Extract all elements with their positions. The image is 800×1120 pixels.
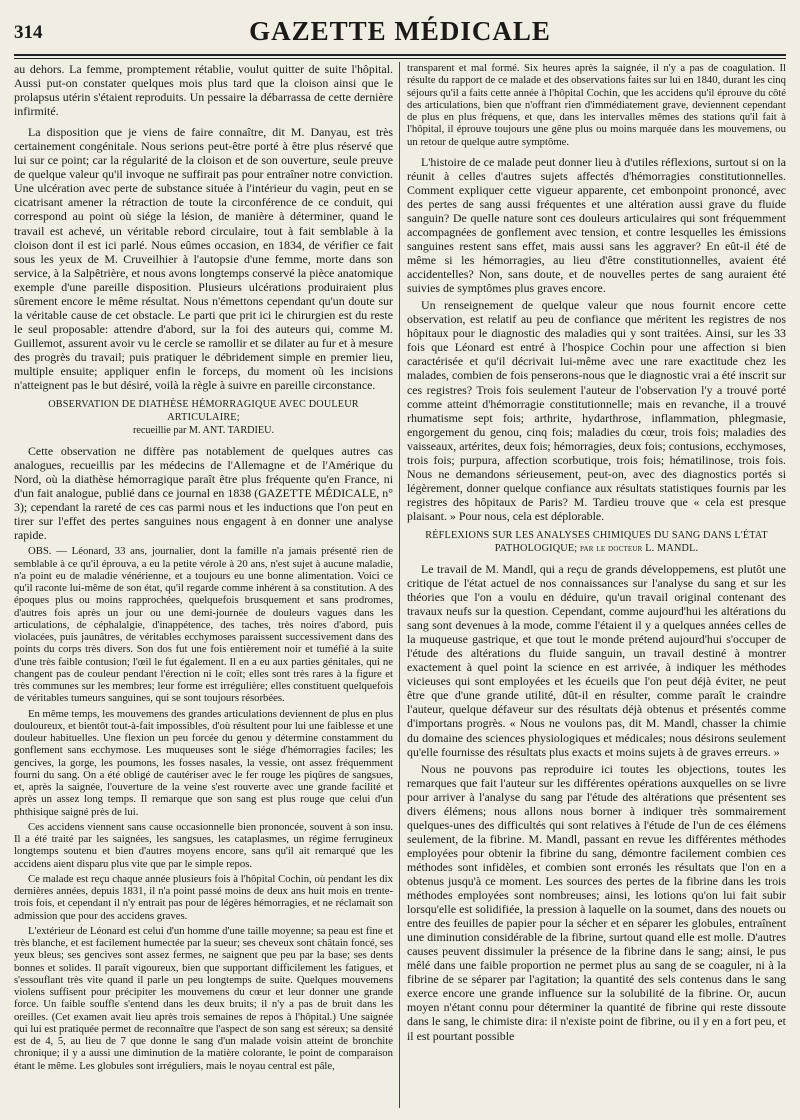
section-heading: RÉFLEXIONS SUR LES ANALYSES CHIMIQUES DU SANG DANS L'ÉTAT PATHOLOGIQUE; par le docteur L. MANDL. (425, 529, 768, 554)
header-rule (14, 54, 786, 56)
right-column (407, 62, 786, 1112)
header-rule-thin (14, 58, 786, 59)
paragraph: Cette observation ne diffère pas notablement de quelques autres cas analogues, recueillis par les médecins de l'Allemagne et de l'Amérique du Nord, où la diathèse hémorragique paraît être plus fréquente qu'en France, ni d'un fait analogue, publié dans ce journal en 1838 (GAZETTE MÉDICALE, n° 3); cependant la rareté de ces cas parmi nous et les inductions que l'on peut en tirer sur l'effet des pertes sanguines nous engagent à en donner une analyse rapide. (14, 444, 393, 543)
section-title (14, 398, 393, 437)
column-divider (399, 62, 400, 1108)
paragraph: L'extérieur de Léonard est celui d'un homme d'une taille moyenne; sa peau est fine et très blanche, et est facilement humectée par la sueur; ses cheveux sont châtain foncé, ses yeux bleus; ses gencives sont assez fermes, ne saignent que peu par la base; ses dents bonnes et solides. Il paraît vigoureux, bien que supportant difficilement les fatigues, et s'essouflant très vite quand il parle un peu longtemps de suite. Quelques mouvemens violens suffisent pour précipiter les mouvemens du cœur et leur donner une grande force. Un faible souffle s'entend dans les deux bruits; il n'y a pas de bruit dans les oreilles. (Cet examen avait lieu après trois semaines de repos à l'hôpital.) Une saignée qui lui est pratiquée permet de reconnaître que l'aspect de son sang est séreux; sa densité est de 4, 5, au lieu de 7 que donne le sang d'un malade voisin atteint de bronchite chronique; il y a aussi une diminution de la matière colorante, le point de comparaison étant le même. Les globules sont irréguliers, mais le noyau central est pâle, (14, 924, 393, 1072)
left-column (14, 62, 393, 1112)
paragraph: Nous ne pouvons pas reproduire ici toutes les objections, toutes les remarques que fait l'auteur sur les différentes opérations auxquelles on se livre pour arriver à l'analyse du sang par l'étude des altérations que présentent ses divers élémens; nous allons nous borner à indiquer très sommairement quelques-unes des difficultés qui sont relatives à l'étude de l'un de ces élémens seulement, de la fibrine. M. Mandl, passant en revue les différentes méthodes employées pour obtenir la fibrine du sang, démontre facilement combien ces méthodes sont infidèles, et combien sont erronés les résultats que l'on en a obtenus jusqu'à ce moment. Les sources des pertes de la fibrine dans les trois méthodes employées sont nombreuses; ainsi, les lotions qu'on lui fait subir lorsqu'elle est solidifiée, la pression à laquelle on la soumet, dans des nouets ou entre des feuilles de papier pour la sécher et en séparer les globules, entraînent une diminution considérable de la fibrine, surtout quand elle est molle. D'autres causes peuvent dissimuler la présence de la fibrine dans le sang; ainsi, le pus mêlé dans une faible proportion ne permet plus au sang de se coaguler, ni à la fibrine de se séparer par l'agitation; la quantité des sels contenus dans le sang exerce encore une grande influence sur la solubilité de la fibrine. Or, aucun moyen n'étant connu pour déterminer la quantité de fibrine qui reste dissoute dans le sang, le chimiste dira: il n'existe point de fibrine, ou il y en a fort peu, et il est pourtant possible (407, 761, 786, 1043)
paragraph: Un renseignement de quelque valeur que nous fournit encore cette observation, est relatif au peu de confiance que méritent les registres de nos hôpitaux pour le diagnostic des maladies qui y sont traitées. Ainsi, sur les 33 fois que Léonard est entré à l'hospice Cochin pour une affection si bien caractérisée et qu'il décrivait lui-même avec une rare exactitude chez les malades, combien de fois penserons-nous que le diagnostic vrai a été inscrit sur ces registres? Trois fois seulement l'auteur de l'observation l'y a trouvé porté comme atteint d'hémorragie constitutionnelle; mais en revanche, il a trouvé rhumatisme sept fois; arthrite, hydarthrose, inflammation, phlegmasie, engorgement du genou, cinq fois; maladies du cœur, trois fois; maladies des vaisseaux, artérites, deux fois; hémorragies, deux fois; contusions, ecchymoses, trois fois; purpura, affection scorbutique, trois fois; hématilinose, trois fois. Nous ne demandons sérieusement, peut-on, avec des diagnostics portés si légèrement, donner quelque confiance aux résultats statistiques fournis par les registres des hôpitaux de Paris? M. Tardieu trouve que « cela est presque plaisant. » Pour nous, cela est déplorable. (407, 298, 786, 523)
section-title (407, 529, 786, 555)
paragraph: La disposition que je viens de faire connaître, dit M. Danyau, est très certainement congénitale. Nous serions peut-être porté à être plus réservé que lui sur ce point; car la régularité de la cloison et de son ouverture, seule preuve de quelque valeur qu'il invoque ne suffirait pas pour entraîner notre conviction. Une ulcération avec perte de substance située à l'intérieur du vagin, peut en se cicatrisant amener la rétraction de toute la circonférence de ce conduit, qui correspond au point où siége la lésion, de manière à déterminer, quand le travail est achevé, un véritable rebord circulaire, tout à fait semblable à la cloison dont il est ici parlé. Nous eûmes occasion, en 1834, de vérifier ce fait sous les yeux de M. Cruveilhier à l'autopsie d'une femme, morte dans son service, à la Salpêtrière, et nous avons longtemps conservé la pièce anatomique exemple d'une pareille disposition. Plusieurs ulcérations produiraient plus sûrement encore le même résultat. Nous n'émettons cependant qu'un doute sur la véritable cause de cet obstacle. Le parti que prit ici le chirurgien est du reste le seul proposable: attendre d'abord, sur la foi des auteurs qui, comme M. Guillemot, assurent avoir vu le cercle se ramollir et se dilater au fur et à mesure des progrès du travail; puis pratiquer le débridement simple en premier lieu, multiple ensuite; appliquer enfin le forceps, du moment où les incisions n'atteignent pas le but désiré, voilà la règle à suivre en pareille circonstance. (14, 125, 393, 393)
journal-title: GAZETTE MÉDICALE (249, 16, 551, 46)
paragraph: transparent et mal formé. Six heures après la saignée, il n'y a pas de coagulation. Il résulte du rapport de ce malade et des observations faites sur lui en 1840, durant les cinq séjours qu'il a faits cette année à l'hôpital Cochin, que les accidens qu'il éprouve du côté des articulations, bien que n'offrant rien d'immédiatement grave, deviennent cependant de plus en plus fréquens, et que, dans les intervalles mêmes des stations qu'il fait à l'hôpital, il éprouve toujours une gêne plus ou moins marquée dans les mouvemens, ou un retour de quelque autre symptôme. (407, 62, 786, 148)
paragraph: Le travail de M. Mandl, qui a reçu de grands développemens, est plutôt une critique de l'état actuel de nos connaissances sur l'analyse du sang et sur les théories que l'on a voulu en déduire, qu'un travail original contenant des travaux neufs sur la question. Cependant, comme aujourd'hui les altérations du sang sont devenues à la mode, comme l'étaient il y a quelques années celles de la muqueuse gastrique, et que tout le monde prétend aujourd'hui s'occuper de l'étude des altérations du fluide sanguin, un travail destiné à montrer exactement à quel point la science en est arrivée, à indiquer les méthodes vicieuses qui sont employées et les écueils que l'on peut déjà éviter, ne peut être que d'une grande utilité, dût-il en résulter, comme paraît le craindre l'auteur, quelque défaveur sur des résultats déjà obtenus et présentés comme d'importans progrès. « Nous ne voulons pas, dit M. Mandl, chasser la chimie du domaine des sciences physiologiques et médicales; nous désirons seulement qu'elle fournisse des résultats plus exacts et moins sujets à de graves erreurs. » (407, 561, 786, 759)
paragraph: au dehors. La femme, promptement rétablie, voulut quitter de suite l'hôpital. Aussi put-on constater quelques mois plus tard que la cloison ainsi que le prolapsus utérin s'étaient reproduits. Un pessaire la débarrassa de cette dernière infirmité. (14, 62, 393, 119)
paragraph: L'histoire de ce malade peut donner lieu à d'utiles réflexions, surtout si on la réunit à celles d'autres sujets affectés d'hémorragies constitutionnelles. Comment expliquer cette vigueur apparente, cet embonpoint prononcé, avec des pertes de sang aussi fréquentes et une altération aussi grave du fluide sanguin? De quelle nature sont ces douleurs articulaires qui sont fréquemment accompagnées de gonflement avec tension, et contre lesquelles les émissions sanguines restent sans effet, mais aussi sans les aggraver? En eût-il été de même si les hémorragies, au lieu d'être constitutionnelles, avaient été accidentelles? Non, sans doute, et de nouvelles pertes de sang auraient été suivies de symptômes plus graves encore. (407, 154, 786, 296)
paragraph: En même temps, les mouvemens des grandes articulations deviennent de plus en plus douloureux, et bientôt tout-à-fait impossibles, d'où résultent pour lui une faiblesse et une douleur habituelles. Une flexion un peu forcée du genou y détermine constamment du gonflement sans ecchymose. Les muqueuses sont le siége d'hémorragies faciles; les gencives, la gorge, les poumons, les fosses nasales, la vessie, ont assez fréquemment fourni du sang. On a été obligé de cautériser avec le fer rouge les piqûres de sangsues, et, après la saignée, l'ouverture de la veine s'est rouverte avec une grande facilité et après un assez long temps. Il remarque que son sang est plus rouge que celui d'un phthisique saigné près de lui. (14, 707, 393, 818)
paragraph: Ce malade est reçu chaque année plusieurs fois à l'hôpital Cochin, où pendant les dix dernières années, depuis 1831, il n'a point passé moins de deux ans huit mois en trente-trois fois, et cependant il n'y entrait pas pour de légères hémorragies, et ne réclamait son admission que pour des accidens graves. (14, 872, 393, 922)
section-byline: recueillie par M. ANT. TARDIEU. (132, 425, 275, 437)
page-number: 314 (14, 22, 43, 43)
paragraph: Ces accidens viennent sans cause occasionnelle bien prononcée, souvent à son insu. Il a été traité par les saignées, les sangsues, les cataplasmes, un régime ferrugineux longtemps soutenu et bien d'autres moyens encore, sans qu'il ait remarqué que les accidens aient disparu plus vite que par le simple repos. (14, 820, 393, 870)
page-header (14, 10, 786, 50)
section-heading: OBSERVATION DE DIATHÈSE HÉMORRAGIQUE AVEC DOULEUR ARTICULAIRE; (48, 399, 359, 424)
paragraph: OBS. — Léonard, 33 ans, journalier, dont la famille n'a jamais présenté rien de semblable à ce qu'il éprouva, a eu la petite vérole à 20 ans, n'est sujet à aucune maladie, n'a point eu de maladie vénérienne, et a toujours eu une bonne alimentation. Voici ce qu'il raconte lui-même de son état, qu'il regarde comme inhérent à sa constitution. A des époques plus ou moins rapprochées, quelquefois brusquement et sans prodromes, d'autres fois après un jour ou une demi-journée de douleurs vagues dans les articulations, de céphalalgie, d'inappétence, des taches, très noires d'abord, puis violacées, puis jaunâtres, de véritables ecchymoses paraissent successivement dans des points du corps très divers. Son dos fut une fois entièrement noir et tuméfié à la suite d'une très faible contusion; l'œil le fut également. Il en a eu aux parties génitales, qui ne changent pas de couleur pendant l'érection ni le coït; elles sont très rares à la figure et très communes sur les membres; leur forme est irrégulière; elles constituent quelquefois de véritables tumeurs sanguines, qui se sont toujours résorbées. (14, 545, 393, 705)
